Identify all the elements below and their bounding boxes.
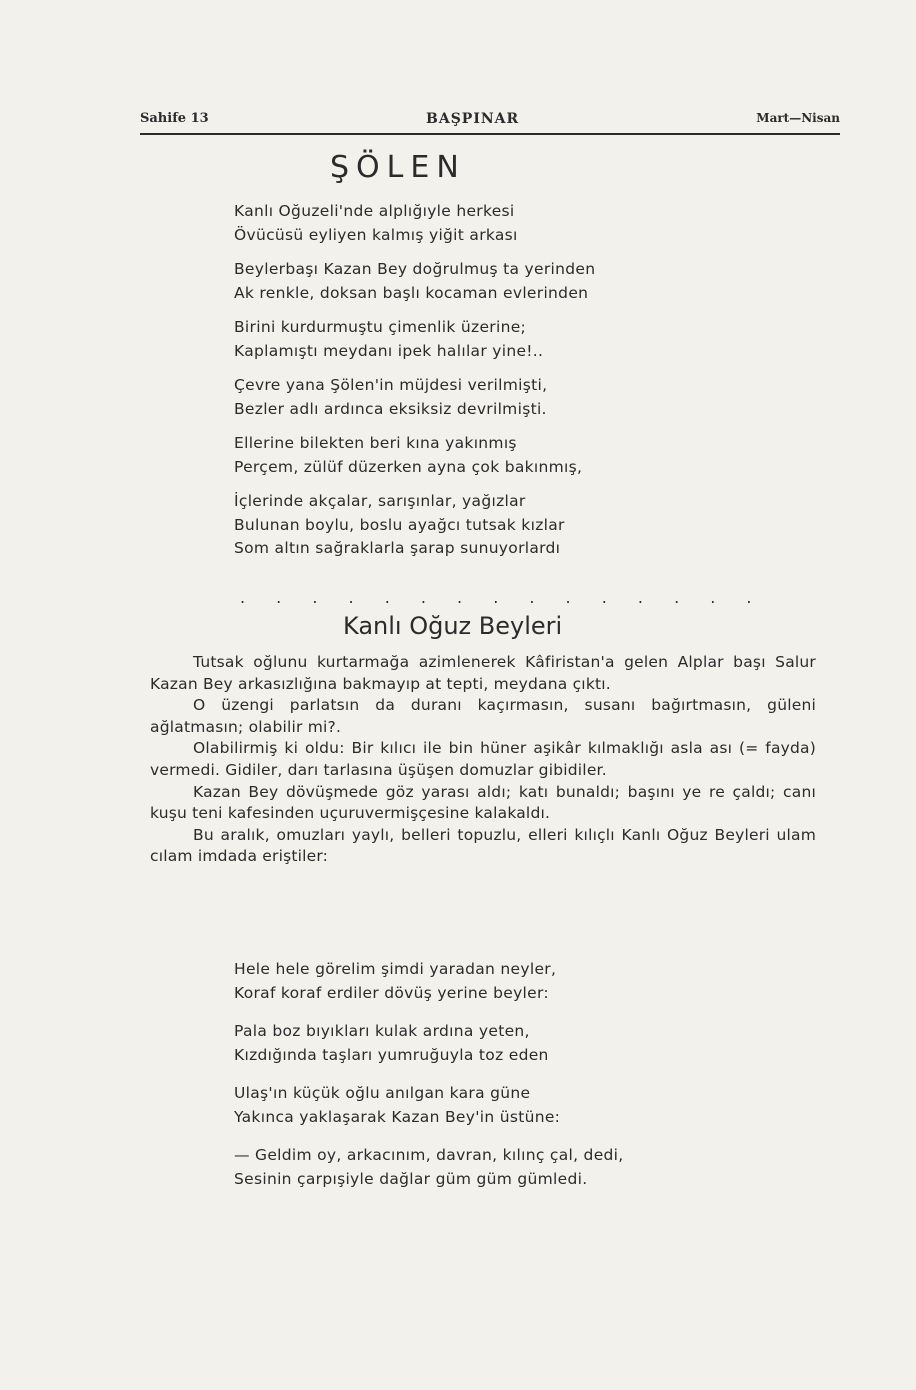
page-header <box>140 105 840 133</box>
prose-paragraph: Bu aralık, omuzları yaylı, belleri topuzlu, elleri kılıçlı Kanlı Oğuz Beyleri ulam cılam imdada eriştiler: <box>150 825 816 866</box>
poem-stanza <box>234 200 518 247</box>
poem-stanza <box>234 258 595 305</box>
poem-stanza <box>234 374 547 421</box>
verse-line: Koraf koraf erdiler dövüş yerine beyler: <box>234 983 549 1002</box>
verse-stanza <box>234 1020 549 1067</box>
verse-line: Hele hele görelim şimdi yaradan neyler, <box>234 960 557 978</box>
verse-stanza <box>234 958 556 1005</box>
journal-title: BAŞPINAR <box>426 111 520 127</box>
poem-line: Ak renkle, doksan başlı kocaman evlerinden <box>234 283 589 302</box>
verse-line: — Geldim oy, arkacınım, davran, kılınç çal, dedi, <box>234 1146 624 1164</box>
prose-paragraph: O üzengi parlatsın da duranı kaçırmasın, susanı bağırtmasın, güleni ağlatmasın; olabilir mi?. <box>150 696 816 736</box>
poem-line: Çevre yana Şölen'in müjdesi verilmişti, <box>234 376 548 394</box>
poem-title: ŞÖLEN <box>330 150 466 185</box>
separator-dots: . . . . . . . . . . . . . . . <box>240 588 765 607</box>
verse-stanza <box>234 1144 624 1191</box>
poem-line: Ellerine bilekten beri kına yakınmış <box>234 434 517 452</box>
poem-line: Övücüsü eyliyen kalmış yiğit arkası <box>234 225 518 244</box>
issue-date: Mart—Nisan <box>756 111 840 125</box>
verse-line: Pala boz bıyıkları kulak ardına yeten, <box>234 1022 530 1040</box>
verse-stanza <box>234 1082 560 1129</box>
page-number: Sahife 13 <box>140 111 209 126</box>
poem-line: Kaplamıştı meydanı ipek halılar yine!.. <box>234 341 544 360</box>
verse-line: Kızdığında taşları yumruğuyla toz eden <box>234 1045 549 1064</box>
poem-line: Bezler adlı ardınca eksiksiz devrilmişti. <box>234 399 547 418</box>
verse-line: Sesinin çarpışiyle dağlar güm güm gümledi. <box>234 1169 588 1188</box>
poem-line: İçlerinde akçalar, sarışınlar, yağızlar <box>234 492 526 510</box>
poem-line: Beylerbaşı Kazan Bey doğrulmuş ta yerinden <box>234 260 596 278</box>
prose-paragraph: Tutsak oğlunu kurtarmağa azimlenerek Kâfiristan'a gelen Alplar başı Salur Kazan Bey arkasızlığına bakmayıp at tepti, meydana çıktı. <box>150 653 816 693</box>
verse-line: Ulaş'ın küçük oğlu anılgan kara güne <box>234 1084 531 1102</box>
verse-line: Yakınca yaklaşarak Kazan Bey'in üstüne: <box>234 1107 561 1126</box>
poem-stanza <box>234 432 582 479</box>
header-rule <box>140 133 840 135</box>
poem-line: Kanlı Oğuzeli'nde alplığıyle herkesi <box>234 202 515 220</box>
poem-stanza <box>234 490 565 561</box>
prose-paragraph: Kazan Bey dövüşmede göz yarası aldı; katı bunaldı; başını ye re çaldı; canı kuşu teni kafesinden uçuruvermişçesine kalakaldı. <box>150 782 816 823</box>
prose-paragraph: Olabilirmiş ki oldu: Bir kılıcı ile bin hüner aşikâr kılmaklığı asla ası (= fayda) vermedi. Gidiler, darı tarlasına üşüşen domuzlar gibidiler. <box>150 739 816 779</box>
poem-line: Perçem, zülüf düzerken ayna çok bakınmış, <box>234 457 583 476</box>
poem-line: Bulunan boylu, boslu ayağcı tutsak kızlar <box>234 515 565 534</box>
section-title: Kanlı Oğuz Beyleri <box>343 612 563 640</box>
poem-stanza <box>234 316 543 363</box>
poem-line: Birini kurdurmuştu çimenlik üzerine; <box>234 318 527 336</box>
poem-line: Som altın sağraklarla şarap sunuyorlardı <box>234 539 561 557</box>
prose-body <box>150 652 816 868</box>
